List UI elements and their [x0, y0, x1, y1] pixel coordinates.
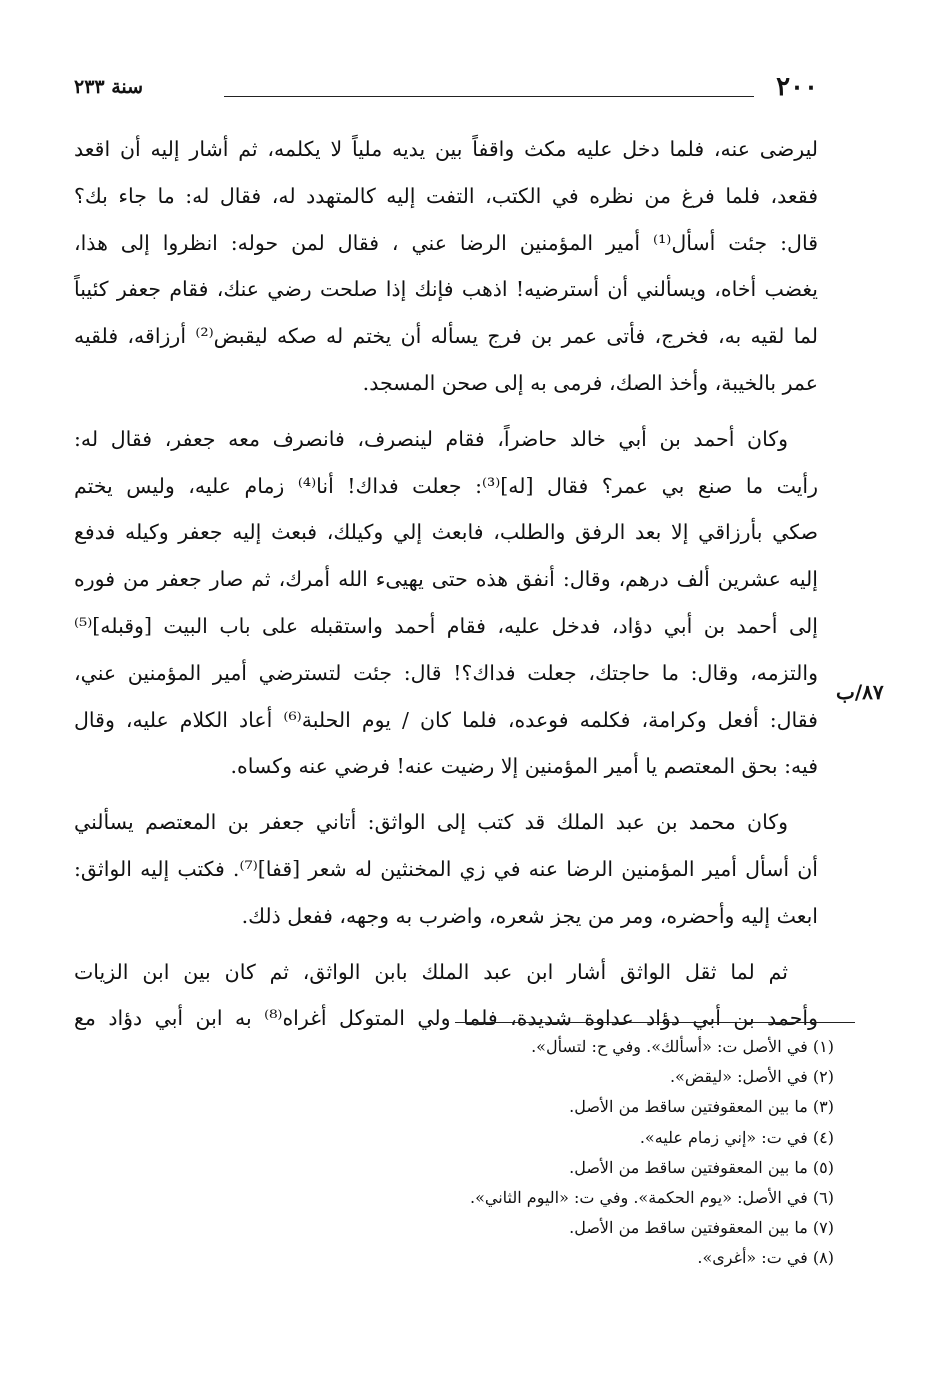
text-line: لما لقيه به، فخرج، فأتى عمر بن فرج يسأله أن يختم له صكه ليقبض⁽²⁾ أرزاقه، فلقيه — [74, 324, 818, 349]
text-line: ثم لما ثقل الواثق أشار ابن عبد الملك بابن الواثق، ثم كان بين ابن الزيات — [74, 959, 788, 984]
text-line: فيه: بحق المعتصم يا أمير المؤمنين إلا رضيت عنه! فرضي عنه وكساه. — [230, 754, 818, 779]
text-line: إلى أحمد بن أبي دؤاد، فدخل عليه، فقام أحمد واستقبله على باب البيت [وقبله]⁽⁵⁾ — [74, 613, 818, 638]
footnote-4: (٤) في ت: «إني زمام عليه». — [639, 1127, 834, 1147]
text-line: صكي بأرزاقي إلا بعد الرفق والطلب، فابعث إلي وكيلك، فبعث إليه جعفر وكيله فدفع — [74, 520, 818, 545]
page-header — [74, 70, 818, 104]
text-line: والتزمه، وقال: ما حاجتك، جعلت فداك؟! قال: جئت لتسترضي أمير المؤمنين عني، — [74, 660, 818, 685]
text-line: رأيت ما صنع بي عمر؟ فقال [له]⁽³⁾: جعلت فداك! أنا⁽⁴⁾ زمام عليه، وليس يختم — [74, 473, 819, 498]
text-line: وكان أحمد بن أبي خالد حاضراً، فقام لينصرف، فانصرف معه جعفر، فقال له: — [74, 426, 788, 451]
footnote-1: (١) في الأصل ت: «أسألك». وفي ح: لتسأل». — [531, 1037, 834, 1056]
footnotes — [334, 1032, 834, 1274]
paragraph — [74, 949, 818, 1043]
text-line: فقعد، فلما فرغ من نظره في الكتب، التفت إليه كالمتهدد له، فقال له: ما جاء بك؟ — [74, 183, 818, 208]
text-line: إليه عشرين ألف درهم، وقال: أنفق هذه حتى يهيىء الله أمرك، ثم صار جعفر من فوره — [74, 567, 818, 592]
text-line: فقال: أفعل وكرامة، فكلمه فوعده، فلما كان / يوم الحلبة⁽⁶⁾ أعاد الكلام عليه، وقال — [74, 707, 818, 732]
header-rule — [224, 96, 754, 97]
text-line: ابعث إليه وأحضره، ومر من يجز شعره، واضرب به وجهه، ففعل ذلك. — [241, 903, 818, 928]
paragraph — [74, 799, 818, 939]
footnote-3: (٣) ما بين المعقوفتين ساقط من الأصل. — [569, 1097, 834, 1117]
text-line: يغضب أخاه، ويسألني أن أسترضيه! اذهب فإنك إذا صلحت رضي عنك، فقام جعفر كئيباً — [74, 277, 818, 302]
text-line: وأحمد بن أبي دؤاد عداوة شديدة، فلما ولي المتوكل أغراه⁽⁸⁾ به ابن أبي دؤاد مع — [74, 1006, 818, 1031]
running-head: سنة ٢٣٣ — [74, 76, 144, 98]
footnote-6: (٦) في الأصل: «يوم الحكمة». وفي ت: «اليوم الثاني». — [470, 1188, 834, 1208]
paragraph — [74, 416, 818, 790]
footnote-7: (٧) ما بين المعقوفتين ساقط من الأصل. — [569, 1218, 834, 1238]
text-line: ليرضى عنه، فلما دخل عليه مكث واقفاً بين يديه ملياً لا يكلمه، ثم أشار إليه أن اقعد — [74, 137, 818, 161]
folio-margin-note: ٨٧/ب — [836, 680, 884, 704]
footnote-rule — [455, 1022, 855, 1023]
body-text — [74, 126, 818, 1042]
footnote-8: (٨) في ت: «أغرى». — [697, 1248, 834, 1268]
page-number: ٢٠٠ — [776, 72, 818, 102]
footnote-5: (٥) ما بين المعقوفتين ساقط من الأصل. — [569, 1157, 834, 1177]
text-line: وكان محمد بن عبد الملك قد كتب إلى الواثق: أتاني جعفر بن المعتصم يسألني — [74, 810, 788, 835]
text-line: أن أسأل أمير المؤمنين الرضا عنه في زي المخنثين له شعر [قفا]⁽⁷⁾. فكتب إليه الواثق: — [74, 856, 818, 881]
text-line: عمر بالخيبة، وأخذ الصك، فرمى به إلى صحن المسجد. — [362, 370, 818, 395]
footnote-2: (٢) في الأصل: «ليقض». — [669, 1067, 834, 1087]
text-line: قال: جئت أسأل⁽¹⁾ أمير المؤمنين الرضا عني ، فقال لمن حوله: انظروا إلى هذا، — [74, 230, 818, 255]
paragraph — [74, 126, 818, 407]
